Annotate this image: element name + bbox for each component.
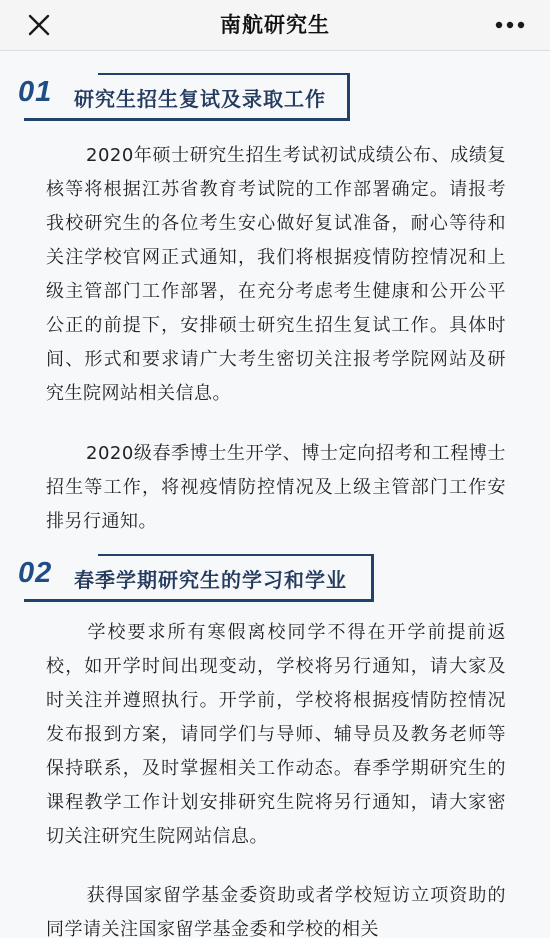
paragraph: [46, 879, 506, 938]
section-number: 02: [18, 557, 53, 589]
article-content: [0, 51, 550, 938]
paragraph-text: 获得国家留学基金委资助或者学校短访立项资助的同学请关注国家留学基金委和学校的相关: [46, 885, 506, 938]
paragraph: [46, 139, 506, 411]
top-navigation-bar: [0, 0, 550, 51]
close-icon: [28, 14, 50, 36]
heading-frame: [347, 73, 350, 121]
heading-frame: [98, 73, 350, 75]
heading-frame: [371, 554, 374, 602]
section-number: 01: [18, 76, 53, 108]
section-heading-1: [18, 73, 350, 121]
paragraph-text: 学校要求所有寒假离校同学不得在开学前提前返校，如开学时间出现变动，学校将另行通知，请大家及时关注并遵照执行。开学前，学校将根据疫情防控情况发布报到方案，请同学们与导师、辅导员及教务老师等保持联系，及时掌握相关工作动态。春季学期研究生的课程教学工作计划安排研究生院将另行通知，请大家密切关注研究生院网站信息。: [46, 622, 506, 847]
section-heading-2: [18, 554, 374, 602]
page-title: 南航研究生: [220, 13, 330, 37]
heading-frame: [24, 599, 374, 602]
close-button[interactable]: [22, 8, 56, 42]
paragraph-text: 2020年硕士研究生招生考试初试成绩公布、成绩复核等将根据江苏省教育考试院的工作部署确定。请报考我校研究生的各位考生安心做好复试准备，耐心等待和关注学校官网正式通知，我们将根据疫情防控情况和上级主管部门工作部署，在充分考虑考生健康和公开公平公正的前提下，安排硕士研究生招生复试工作。具体时间、形式和要求请广大考生密切关注报考学院网站及研究生院网站相关信息。: [46, 145, 506, 404]
heading-frame: [24, 118, 350, 121]
section-title: 研究生招生复试及录取工作: [74, 87, 326, 111]
paragraph: [46, 437, 506, 539]
more-options-button[interactable]: [492, 8, 528, 42]
paragraph: [46, 616, 506, 854]
heading-frame: [98, 554, 374, 556]
more-dots-icon: [495, 21, 525, 29]
section-title: 春季学期研究生的学习和学业: [74, 568, 347, 592]
paragraph-text: 2020级春季博士生开学、博士定向招考和工程博士招生等工作，将视疫情防控情况及上级主管部门工作安排另行通知。: [46, 443, 506, 532]
